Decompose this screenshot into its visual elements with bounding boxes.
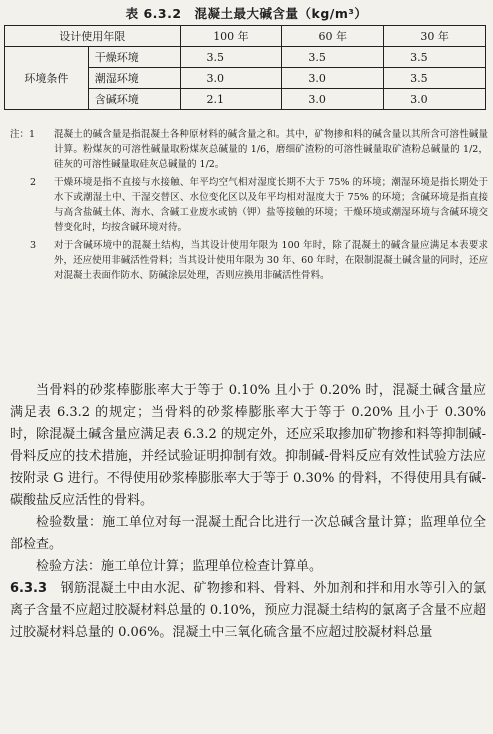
table-header-cell: 60 年 [282, 26, 384, 47]
body-paragraph: 检验方法：施工单位计算；监理单位检查计算单。 [36, 559, 323, 574]
note-label: 2 [30, 177, 37, 188]
note-label: 注：1 [10, 129, 36, 140]
row-label-cell: 含碱环境 [88, 89, 180, 110]
value-cell: 3.5 [384, 68, 486, 89]
note-item [10, 175, 488, 235]
note-label: 3 [30, 240, 37, 251]
section-number: 6.3.3 [10, 581, 48, 596]
section-paragraph [10, 578, 486, 644]
value-cell: 2.1 [180, 89, 282, 110]
alkali-content-table [4, 25, 486, 110]
note-item [10, 127, 488, 172]
table-title: 表 6.3.2 混凝土最大碱含量（kg/m³） [125, 6, 368, 21]
group-label-cell: 环境条件 [5, 47, 89, 110]
table-notes [10, 127, 488, 286]
value-cell: 3.0 [282, 68, 384, 89]
row-label-cell: 干燥环境 [88, 47, 180, 68]
body-text [10, 380, 486, 644]
value-cell: 3.5 [282, 47, 384, 68]
body-paragraph: 检验数量：施工单位对每一混凝土配合比进行一次总碱含量计算；监理单位全部检查。 [10, 515, 486, 552]
table-header-row [5, 26, 486, 47]
table-header-cell: 100 年 [180, 26, 282, 47]
body-paragraph: 当骨料的砂浆棒膨胀率大于等于 0.10% 且小于 0.20% 时，混凝土碱含量应满足表 6.3.2 的规定；当骨料的砂浆棒膨胀率大于等于 0.20% 且小于 0.30% 时，除混凝土碱含量应满足表 6.3.2 的规定外，还应采取掺加矿物掺和料等抑制碱-骨料反应的技术措施，并经试验证明抑制有效。抑制碱-骨料反应有效性试验方法应按附录 G 进行。不得使用砂浆棒膨胀率大于等于 0.30% 的骨料，不得使用具有碱-碳酸盐反应活性的骨料。 [10, 383, 486, 508]
table-header-cell: 30 年 [384, 26, 486, 47]
value-cell: 3.0 [282, 89, 384, 110]
table-row [5, 47, 486, 68]
note-text: 对于含碱环境中的混凝土结构，当其设计使用年限为 100 年时，除了混凝土的碱含量应满足本表要求外，还应使用非碱活性骨料；当其设计使用年限为 30 年、60 年时，在限制混凝土碱含量的同时，还应对混凝土表面作防水、防碱涂层处理，否则应换用非碱活性骨料。 [54, 240, 488, 281]
value-cell: 3.0 [180, 68, 282, 89]
value-cell: 3.0 [384, 89, 486, 110]
value-cell: 3.5 [384, 47, 486, 68]
table-header-cell: 设计使用年限 [5, 26, 181, 47]
note-text: 混凝土的碱含量是指混凝土各种原材料的碱含量之和。其中，矿物掺和料的碱含量以其所含可溶性碱量计算。粉煤灰的可溶性碱量取粉煤灰总碱量的 1/6，磨细矿渣粉的可溶性碱量取矿渣粉总碱量的 1/2，硅灰的可溶性碱量取硅灰总碱量的 1/2。 [54, 129, 488, 170]
note-text: 干燥环境是指不直接与水接触、年平均空气相对湿度长期不大于 75% 的环境；潮湿环境是指长期处于水下或潮湿土中、干湿交替区、水位变化区以及年平均相对湿度大于 75% 的环境；含碱环境是指直接与高含盐碱土体、海水、含碱工业废水或钠（钾）盐等接触的环境；干燥环境或潮湿环境与含碱环境交替变化时，均按含碱环境对待。 [54, 177, 488, 233]
value-cell: 3.5 [180, 47, 282, 68]
row-label-cell: 潮湿环境 [88, 68, 180, 89]
note-item [10, 238, 488, 283]
section-text: 钢筋混凝土中由水泥、矿物掺和料、骨料、外加剂和拌和用水等引入的氯离子含量不应超过胶凝材料总量的 0.10%，预应力混凝土结构的氯离子含量不应超过胶凝材料总量的 0.06%。混凝土中三氧化硫含量不应超过胶凝材料总量 [10, 581, 486, 640]
